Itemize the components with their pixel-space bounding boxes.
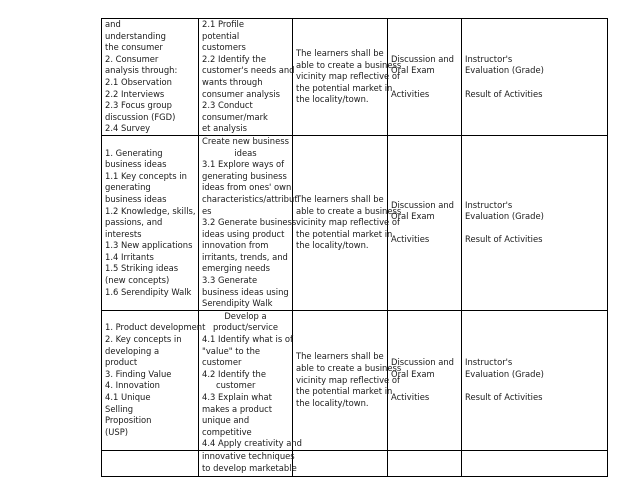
- text-line: and: [105, 19, 121, 29]
- text-line: The learners shall be: [296, 47, 384, 58]
- text-line: vicinity map reflective of: [296, 217, 400, 228]
- text-line: 3.3 Generate: [202, 275, 258, 286]
- text-line: 3. Finding Value: [105, 368, 172, 379]
- text-line: 4.1 Unique: [105, 392, 151, 402]
- text-line: able to create a business: [296, 363, 402, 374]
- text-line: Result of Activities: [465, 392, 543, 402]
- content-cell: [102, 450, 199, 476]
- text-line: Activities: [391, 234, 430, 245]
- text-line: 2.1 Profile: [202, 19, 245, 29]
- text-line: able to create a business: [296, 205, 402, 216]
- text-line: 2. Key concepts in: [105, 334, 182, 345]
- text-line: (new concepts): [105, 275, 170, 286]
- content-cell: [102, 19, 199, 136]
- text-line: 4.1 Identify what is of: [202, 334, 293, 345]
- text-line: 1. Generating: [105, 147, 163, 158]
- spacer: [391, 380, 458, 392]
- text-line: 2. Consumer: [105, 53, 159, 64]
- text-line: ideas from ones' own: [202, 182, 292, 193]
- text-line: the consumer: [105, 42, 163, 53]
- text-line: to develop marketable: [202, 462, 297, 473]
- text-line: innovation from: [202, 240, 269, 251]
- text-line: Evaluation (Grade): [465, 65, 544, 76]
- text-line: 1.5 Striking ideas: [105, 263, 179, 274]
- text-line: et analysis: [202, 123, 248, 134]
- text-line: 2.1 Observation: [105, 76, 172, 87]
- performance-cell: [293, 450, 388, 476]
- text-line: 1.2 Knowledge, skills,: [105, 205, 196, 216]
- text-line: vicinity map reflective of: [296, 374, 400, 385]
- text-line: Oral Exam: [391, 368, 435, 379]
- text-line: able to create a business: [296, 59, 402, 70]
- table-row: [102, 310, 608, 450]
- text-line: ideas using product: [202, 228, 285, 239]
- text-line: the locality/town.: [296, 397, 369, 408]
- text-line: Discussion and: [391, 357, 454, 368]
- performance-cell: [293, 19, 402, 136]
- text-line: Activities: [391, 392, 430, 402]
- text-line: (USP): [105, 426, 129, 437]
- text-line: Oral Exam: [391, 65, 435, 76]
- text-line: the potential market in: [296, 82, 393, 93]
- objective-heading: Create new business: [202, 135, 289, 146]
- text-line: the potential market in: [296, 228, 393, 239]
- text-line: Discussion and: [391, 199, 454, 210]
- text-line: 2.3 Focus group: [105, 100, 172, 111]
- curriculum-table: [101, 18, 608, 477]
- text-line: interests: [105, 228, 142, 239]
- learning-objectives-cell: [199, 19, 293, 136]
- table-row: [102, 19, 608, 136]
- text-line: business ideas: [105, 159, 167, 170]
- text-line: emerging needs: [202, 263, 270, 274]
- spacer: [391, 77, 458, 89]
- text-line: understanding: [105, 30, 166, 41]
- text-line: unique and: [202, 415, 250, 426]
- text-line: generating business: [202, 170, 287, 181]
- text-line: Result of Activities: [465, 88, 543, 99]
- spacer: [465, 223, 604, 235]
- text-line: 4.4 Apply creativity and: [202, 438, 302, 449]
- text-line: makes a product: [202, 403, 273, 414]
- objective-heading: Develop a: [224, 310, 267, 321]
- text-line: Serendipity Walk: [202, 298, 273, 309]
- text-line: the potential market in: [296, 386, 393, 397]
- performance-cell: [293, 135, 402, 310]
- activities-cell: [388, 450, 462, 476]
- learning-objectives-cell: [199, 135, 298, 310]
- text-line: 3.1 Explore ways of: [202, 159, 285, 170]
- text-line: characteristics/attribut: [202, 193, 298, 204]
- text-line: 2.2 Interviews: [105, 88, 165, 99]
- text-line: passions, and: [105, 217, 163, 228]
- text-line: 1.4 Irritants: [105, 251, 154, 262]
- text-line: 2.3 Conduct: [202, 100, 253, 111]
- text-line: wants through: [202, 76, 263, 87]
- table-row: [102, 135, 608, 310]
- objective-heading: product/service: [212, 322, 279, 333]
- text-line: Selling: [105, 403, 134, 414]
- text-line: the locality/town.: [296, 240, 369, 251]
- text-line: 2.2 Identify the: [202, 53, 267, 64]
- performance-cell: [293, 310, 402, 450]
- spacer: [391, 223, 458, 235]
- text-line: "value" to the: [202, 345, 261, 356]
- text-line: developing a: [105, 345, 160, 356]
- text-line: Discussion and: [391, 53, 454, 64]
- text-line: Proposition: [105, 415, 152, 426]
- text-line: discussion (FGD): [105, 111, 176, 122]
- text-line: 4. Innovation: [105, 380, 160, 391]
- text-line: business ideas using: [202, 286, 289, 297]
- text-line: business ideas: [105, 193, 167, 204]
- text-line: 2.4 Survey: [105, 123, 151, 134]
- text-line: 1. Product development: [105, 322, 206, 333]
- text-line: consumer/mark: [202, 111, 268, 122]
- text-line: Instructor's: [465, 357, 513, 368]
- table-row: [102, 450, 608, 476]
- spacer: [465, 77, 604, 89]
- text-line: Evaluation (Grade): [465, 368, 544, 379]
- text-line: es: [202, 205, 212, 216]
- text-line: Instructor's: [465, 53, 513, 64]
- text-line: Instructor's: [465, 199, 513, 210]
- objective-heading: ideas: [234, 147, 257, 158]
- text-line: 4.3 Explain what: [202, 392, 272, 402]
- text-line: 3.2 Generate business: [202, 217, 297, 228]
- text-line: 1.1 Key concepts in: [105, 170, 187, 181]
- text-line: The learners shall be: [296, 351, 384, 362]
- text-line: 4.2 Identify the: [202, 368, 267, 379]
- learning-objectives-cell: [199, 450, 297, 476]
- text-line: irritants, trends, and: [202, 251, 288, 262]
- text-line: customers: [202, 42, 246, 53]
- text-line: 1.3 New applications: [105, 240, 193, 251]
- text-line: competitive: [202, 426, 252, 437]
- assessment-cell: [462, 310, 608, 450]
- text-line: the locality/town.: [296, 94, 369, 105]
- learning-objectives-cell: [199, 310, 302, 450]
- text-line: Evaluation (Grade): [465, 211, 544, 222]
- text-line: innovative techniques: [202, 450, 295, 461]
- text-line: customer's needs and: [202, 65, 295, 76]
- text-line: analysis through:: [105, 65, 178, 76]
- text-line: Oral Exam: [391, 211, 435, 222]
- text-line: vicinity map reflective of: [296, 71, 400, 82]
- text-line: The learners shall be: [296, 193, 384, 204]
- text-line: customer: [202, 357, 242, 368]
- spacer: [465, 380, 604, 392]
- text-line: Activities: [391, 88, 430, 99]
- assessment-cell: [462, 450, 608, 476]
- text-line: product: [105, 357, 138, 368]
- assessment-cell: [462, 19, 608, 136]
- text-line: customer: [216, 380, 256, 391]
- text-line: consumer analysis: [202, 88, 281, 99]
- text-line: generating: [105, 182, 151, 193]
- text-line: Result of Activities: [465, 234, 543, 245]
- assessment-cell: [462, 135, 608, 310]
- text-line: potential: [202, 30, 240, 41]
- content-cell: [102, 310, 206, 450]
- content-cell: [102, 135, 199, 310]
- text-line: 1.6 Serendipity Walk: [105, 286, 192, 297]
